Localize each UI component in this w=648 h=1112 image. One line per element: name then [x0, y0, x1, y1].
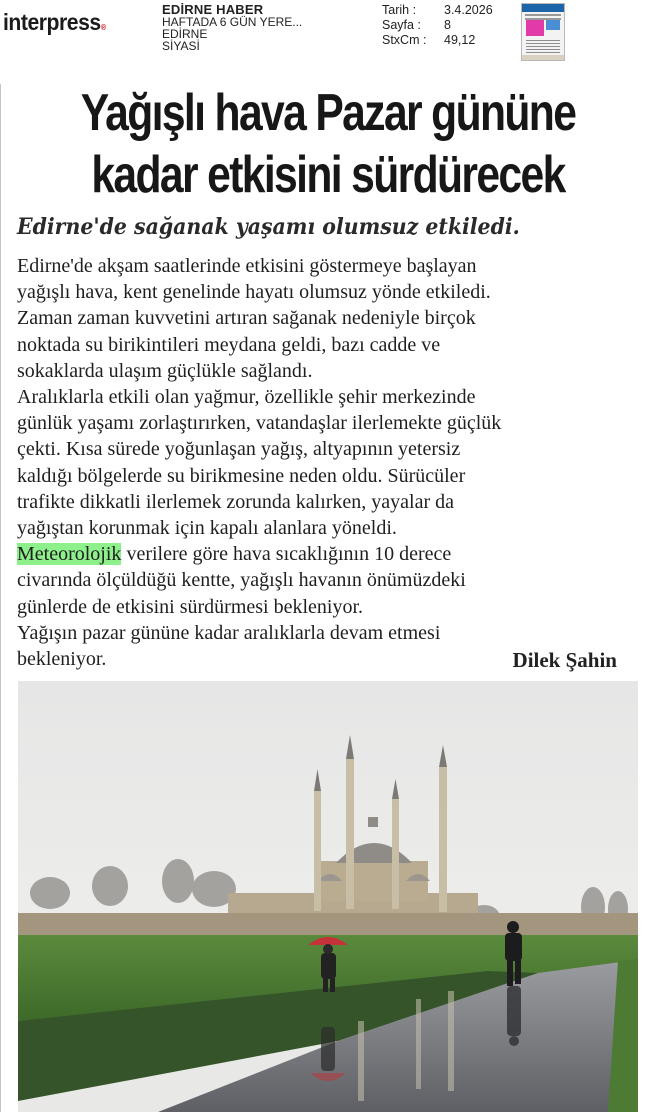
thumbnail-image-block [546, 20, 560, 30]
thumbnail-footer [522, 55, 564, 60]
article-byline: Dilek Şahin [512, 648, 617, 672]
publication-info [162, 4, 352, 52]
body-line-highlighted [17, 541, 637, 567]
body-line: yağışlı hava, kent genelinde hayatı olumsuz yönde etkiledi. [17, 281, 491, 304]
article-headline [69, 82, 587, 206]
photo-wall [18, 913, 638, 935]
thumbnail-text-block [526, 40, 560, 54]
meta-size-label: StxCm : [382, 33, 427, 47]
body-line: Edirne'de akşam saatlerinde etkisini göstermeye başlayan [17, 255, 477, 277]
body-line: sokaklarda ulaşım güçlükle sağlandı. [17, 359, 313, 382]
meta-date-value: 3.4.2026 [444, 3, 493, 17]
clip-meta [382, 3, 512, 48]
body-line: yağıştan korunmak için kapalı alanlara yöneldi. [17, 517, 397, 540]
left-border-rule [0, 84, 1, 1112]
thumbnail-image-block [526, 20, 544, 36]
publication-frequency: HAFTADA 6 GÜN YERE... [162, 15, 303, 29]
body-line: günlerde de etkisini sürdürmesi bekleniyor. [17, 595, 364, 618]
search-keyword-highlight: Meteorolojik [17, 543, 122, 566]
headline-line-1: Yağışlı hava Pazar gününe [80, 84, 576, 142]
body-line: bekleniyor. [17, 648, 107, 671]
body-line: kaldığı bölgelerde su birikmesine neden oldu. Sürücüler [17, 464, 466, 487]
body-line: çekti. Kısa sürede yoğunlaşan yağış, altyapının yetersiz [17, 438, 461, 461]
body-line: günlük yaşamı zorlaştırırken, vatandaşlar ilerlemekte güçlük [17, 412, 502, 435]
body-line: civarında ölçüldüğü kentte, yağışlı havanın önümüzdeki [17, 569, 466, 592]
body-line: Aralıklarla etkili olan yağmur, özellikle şehir merkezinde [17, 386, 476, 409]
logo-wordmark [3, 6, 106, 38]
body-line: trafikte dikkatli ilerlemek zorunda kalırken, yayalar da [17, 490, 455, 513]
meta-size-row [382, 33, 512, 48]
article-body [17, 253, 637, 672]
meta-page-label: Sayfa : [382, 18, 421, 32]
article-subheadline: Edirne'de sağanak yaşamı olumsuz etkiledi. [17, 214, 520, 240]
meta-date-label: Tarih : [382, 3, 417, 17]
newspaper-page-thumbnail-icon[interactable] [521, 3, 565, 61]
meta-page-row [382, 18, 512, 33]
meta-page-value: 8 [444, 18, 451, 32]
registered-mark: ® [100, 23, 106, 32]
body-line: Zaman zaman kuvvetini artıran sağanak nedeniyle birçok [17, 307, 476, 330]
body-line: noktada su birikintileri meydana geldi, bazı cadde ve [17, 333, 441, 356]
mosque-photo-illustration [18, 681, 638, 1112]
thumbnail-masthead [522, 4, 564, 12]
headline-line-2: kadar etkisini sürdürecek [91, 146, 565, 204]
publication-city: EDİRNE [162, 27, 208, 41]
thumbnail-line [525, 14, 561, 16]
article-photo [18, 681, 638, 1112]
body-line: Yağışın pazar gününe kadar aralıklarla devam etmesi [17, 621, 441, 644]
meta-size-value: 49,12 [444, 33, 476, 47]
body-line-rest: verilere göre hava sıcaklığının 10 derece [121, 543, 452, 566]
interpress-logo [3, 6, 127, 38]
meta-date-row [382, 3, 512, 18]
publication-name: EDİRNE HABER [162, 2, 264, 17]
logo-text: interpress [3, 9, 101, 35]
publication-category: SİYASİ [162, 39, 200, 53]
